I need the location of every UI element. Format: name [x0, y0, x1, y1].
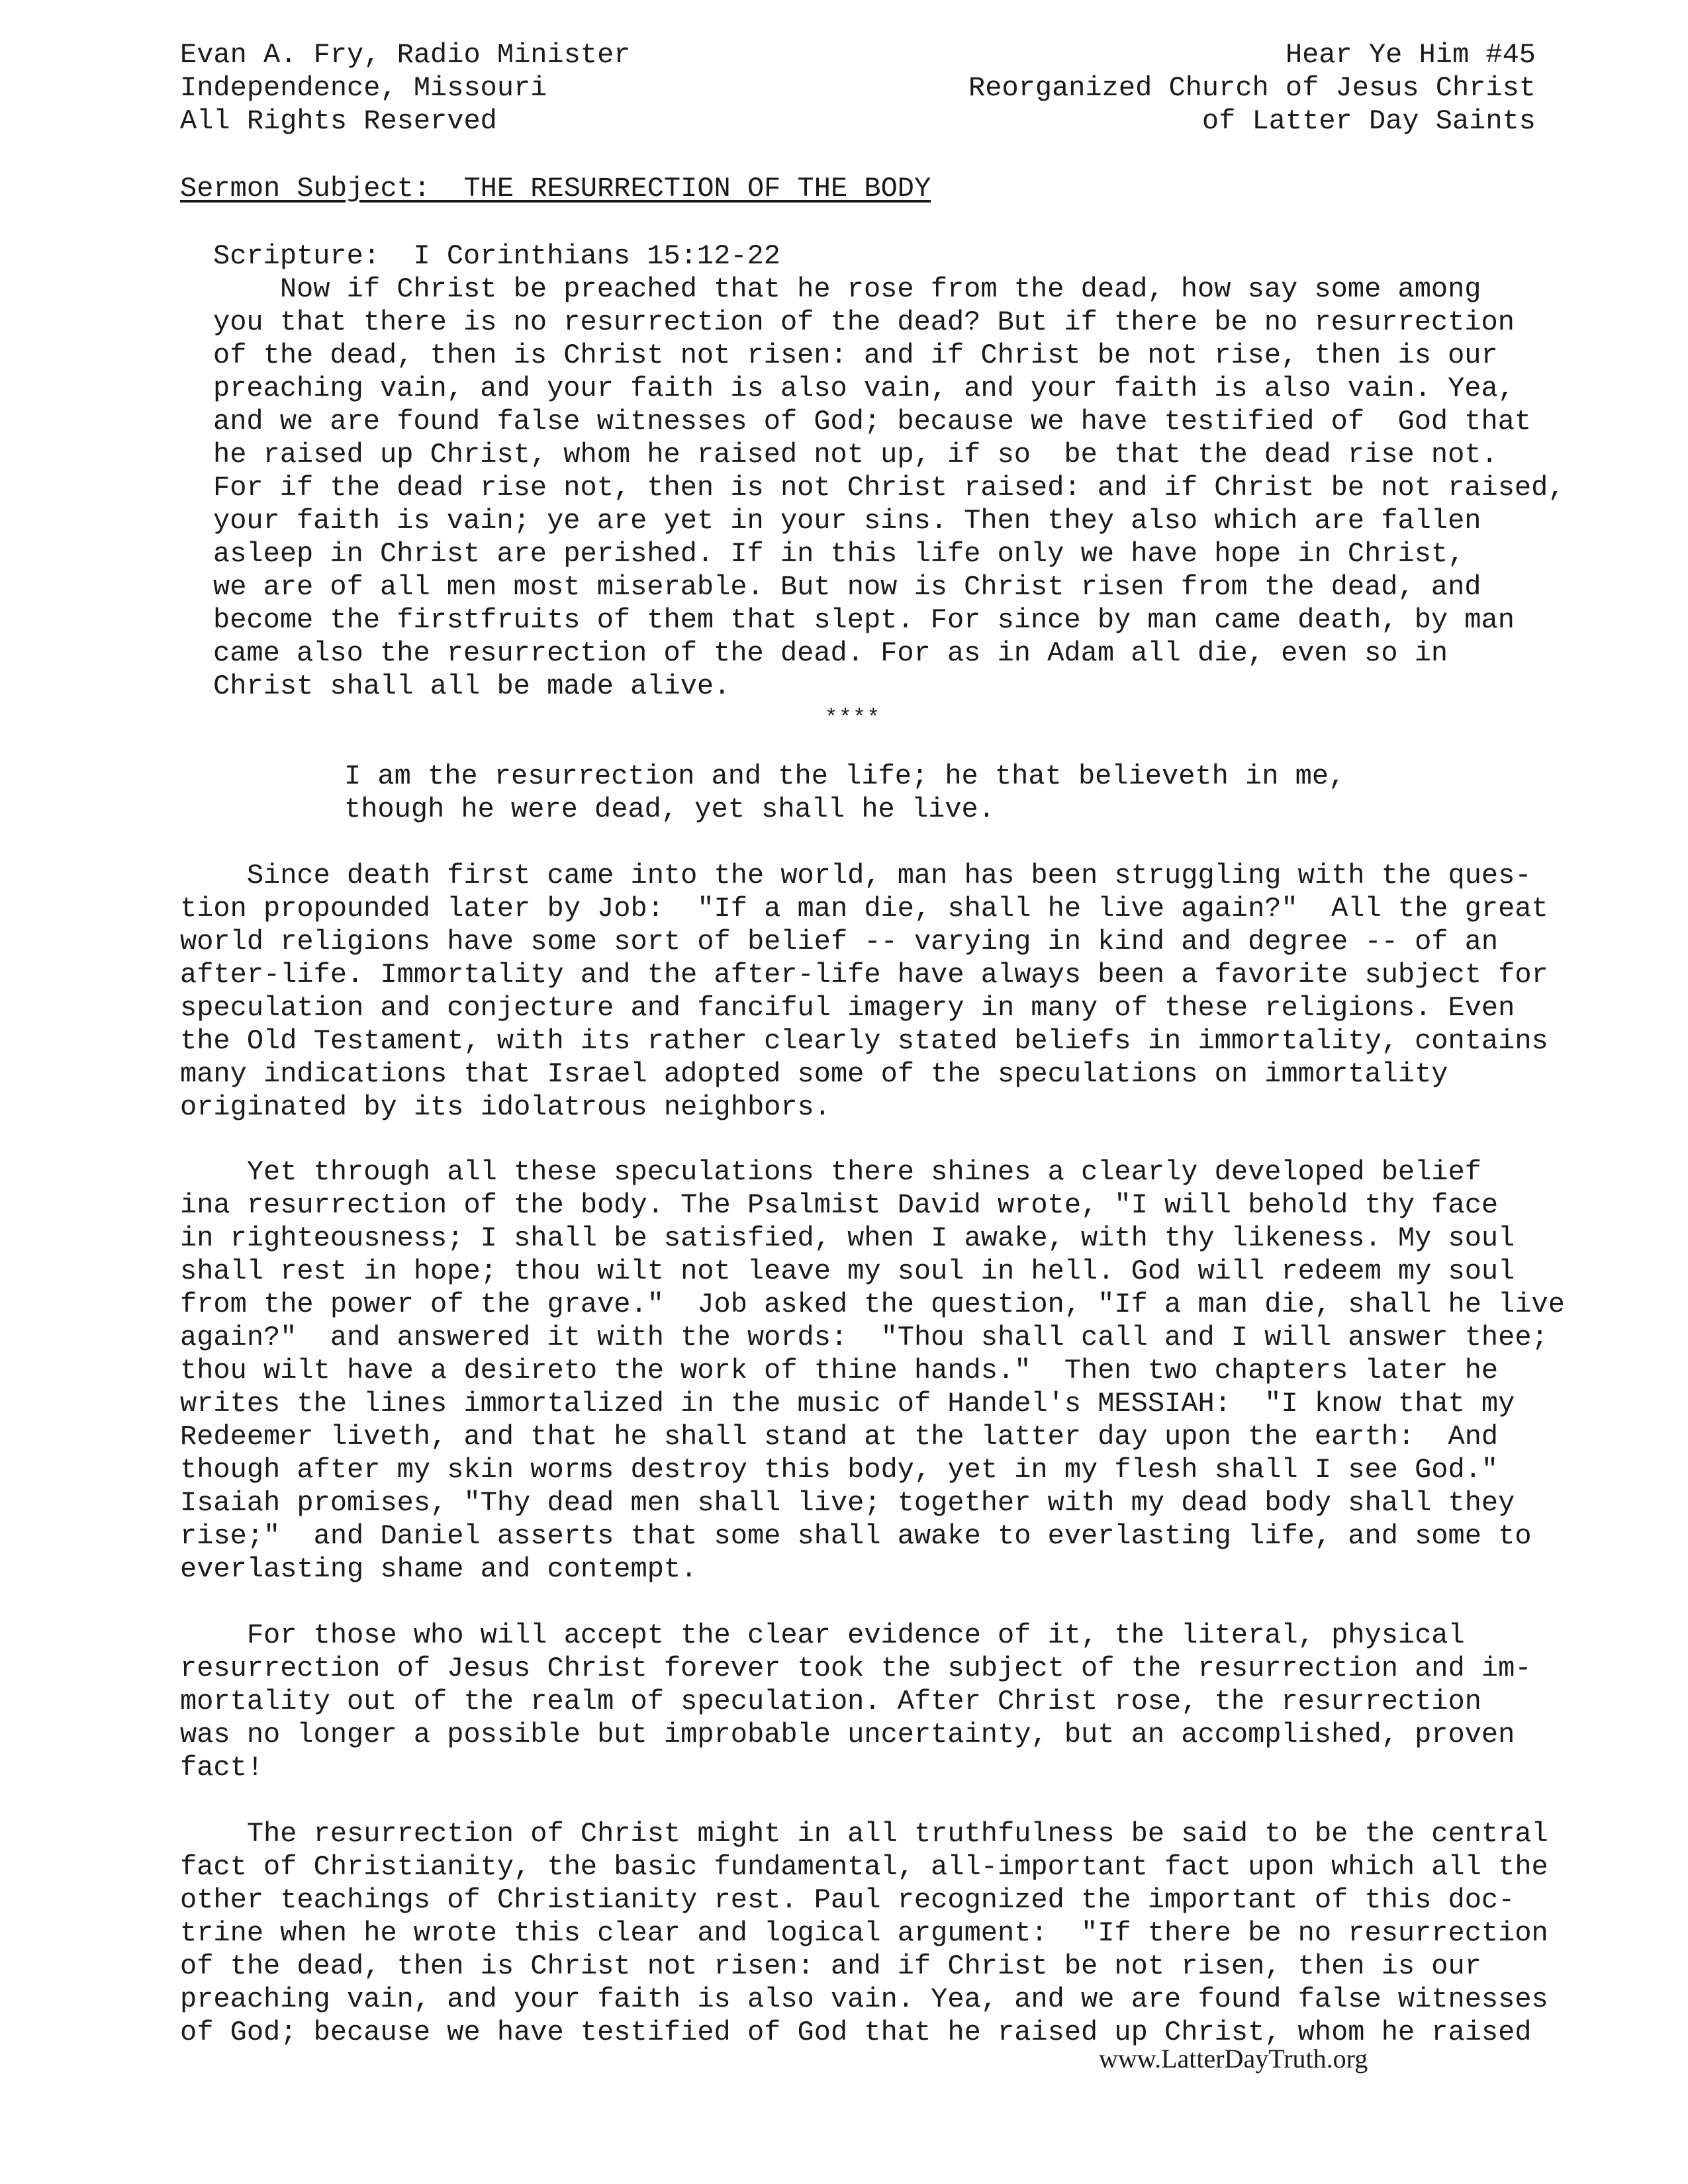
- sermon-subject: Sermon Subject: THE RESURRECTION OF THE BODY: [180, 173, 931, 205]
- paragraph-2: Yet through all these speculations there shines a clearly developed belief ina resurrection of the body. The Psalmist David wrote, "I will behold thy face in righteousness; I shall be satisfied, when I awake, with thy likeness. My soul shall rest in hope; thou wilt not leave my soul in hell. God will redeem my soul from the power of the grave." Job asked the question, "If a man die, shall he live again?" and answered it with the words: "Thou shall call and I will answer thee; thou wilt have a desireto the work of thine hands." Then two chapters later he writes the lines immortalized in the music of Handel's MESSIAH: "I know that my Redeemer liveth, and that he shall stand at the latter day upon the earth: And though after my skin worms destroy this body, yet in my flesh shall I see God." Isaiah promises, "Thy dead men shall live; together with my dead body shall they rise;" and Daniel asserts that some shall awake to everlasting life, and some to everlasting shame and contempt.: [180, 1156, 1565, 1585]
- header-series-block: Hear Ye Him #45 Reorganized Church of Jesus Christ of Latter Day Saints: [968, 39, 1536, 137]
- scripture-reference: Scripture: I Corinthians 15:12-22: [213, 240, 780, 272]
- section-separator: ****: [825, 705, 881, 730]
- header-author-block: Evan A. Fry, Radio Minister Independence, Missouri All Rights Reserved: [180, 39, 631, 137]
- footer-website-link[interactable]: www.LatterDayTruth.org: [1099, 2044, 1368, 2073]
- opening-quote: I am the resurrection and the life; he that believeth in me, though he were dead, yet shall he live.: [344, 760, 1346, 825]
- paragraph-3: For those who will accept the clear evidence of it, the literal, physical resurrection of Jesus Christ forever took the subject of the resurrection and im- mortality out of the realm of speculation. After Christ rose, the resurrection was no longer a possible but improbable uncertainty, but an accomplished, proven fact!: [180, 1619, 1532, 1784]
- paragraph-4: The resurrection of Christ might in all truthfulness be said to be the central fact of Christianity, the basic fundamental, all-important fact upon which all the other teachings of Christianity rest. Paul recognized the important of this doc- trine when he wrote this clear and logical argument: "If there be no resurrection of the dead, then is Christ not risen: and if Christ be not risen, then is our preaching vain, and your faith is also vain. Yea, and we are found false witnesses of God; because we have testified of God that he raised up Christ, whom he raised: [180, 1818, 1548, 2048]
- paragraph-1: Since death first came into the world, man has been struggling with the ques- tion propounded later by Job: "If a man die, shall he live again?" All the great world religions have some sort of belief -- varying in kind and degree -- of an after-life. Immortality and the after-life have always been a favorite subject for speculation and conjecture and fanciful imagery in many of these religions. Even the Old Testament, with its rather clearly stated beliefs in immortality, contains many indications that Israel adopted some of the speculations on immortality originated by its idolatrous neighbors.: [180, 860, 1548, 1123]
- scripture-text: Now if Christ be preached that he rose from the dead, how say some among you that there is no resurrection of the dead? But if there be no resurrection of the dead, then is Christ not risen: and if Christ be not rise, then is our preaching vain, and your faith is also vain, and your faith is also vain. Yea, and we are found false witnesses of God; because we have testified of God that he raised up Christ, whom he raised not up, if so be that the dead rise not. For if the dead rise not, then is not Christ raised: and if Christ be not raised, your faith is vain; ye are yet in your sins. Then they also which are fallen asleep in Christ are perished. If in this life only we have hope in Christ, we are of all men most miserable. But now is Christ risen from the dead, and become the firstfruits of them that slept. For since by man came death, by man came also the resurrection of the dead. For as in Adam all die, even so in Christ shall all be made alive.: [213, 273, 1565, 702]
